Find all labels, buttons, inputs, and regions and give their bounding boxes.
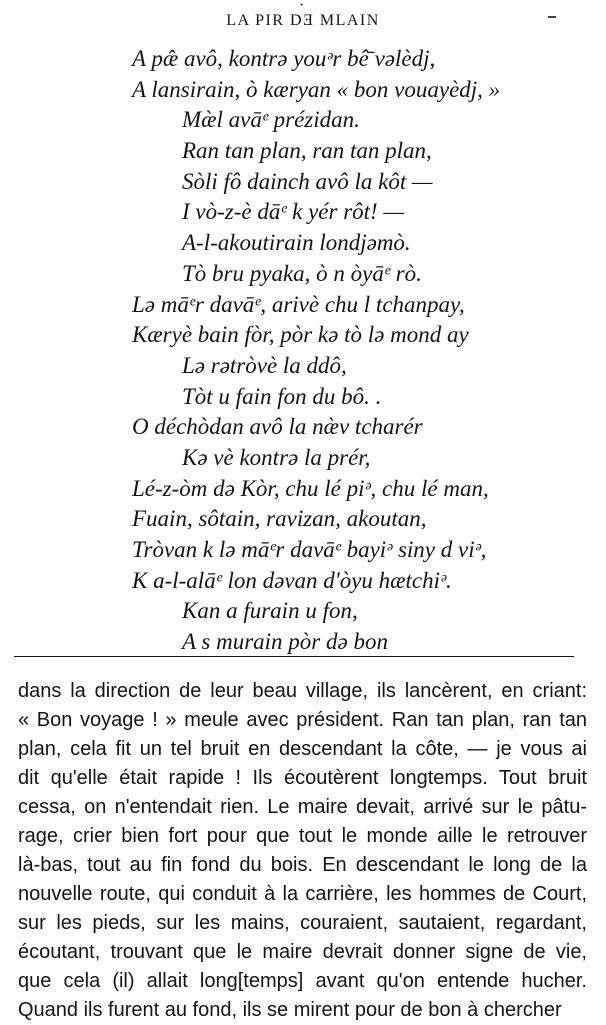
section-divider [14, 656, 574, 657]
poem-stanza [0, 44, 606, 658]
translation-line: là-bas, tout au fin fond du bois. En descendant le long de la [18, 854, 587, 876]
poem-line: A lansirain, ò kæryan « bon vouayèdj, » [132, 76, 501, 102]
poem-line: Lə māᵉr davāᵉ, arivè chu l tchanpay, [132, 291, 465, 317]
poem-line: Fuain, sôtain, ravizan, akoutan, [132, 506, 427, 532]
poem-line: A-l-akoutirain londjəmò. [182, 230, 411, 256]
translation-line: que cela (il) allait long[temps] avant qu'on entende hucher. [18, 970, 587, 992]
poem-line: O déchòdan avô la næ̀v tcharér [132, 414, 423, 440]
translation-line: dit qu'elle était rapide ! Ils écoutèrent longtemps. Tout bruit [18, 767, 587, 789]
poem-line: I vò-z-è dāᵉ k yér rôt! — [182, 199, 404, 225]
translation-line: cessa, on n'entendait rien. Le maire devait, arrivé sur le pâtu- [18, 796, 587, 818]
translation-line: écoutant, trouvant que le maire devrait donner signe de vie, [18, 941, 587, 963]
running-head: LA PIR DƎ MLAIN [226, 12, 380, 29]
translation-line: « Bon voyage ! » meule avec président. Ran tan plan, ran tan [18, 709, 587, 731]
top-mark: · [299, 0, 305, 14]
poem-line: Kan a furain u fon, [182, 598, 358, 624]
translation-line: plan, cela fit un tel bruit en descendant la côte, — je vous ai [18, 738, 587, 760]
translation-paragraph [18, 677, 587, 1025]
translation-line: dans la direction de leur beau village, ils lancèrent, en criant: [18, 680, 587, 702]
poem-line: Tò bru pyaka, ò n òyāᵉ rò. [182, 260, 422, 286]
poem-line: K a-l-alāᵉ lon dəvan d'òyu hætchiᵊ. [132, 567, 452, 593]
poem-line: Mæ̀l avāᵉ prézidan. [182, 107, 360, 133]
translation-line: rage, crier bien fort pour que tout le monde aille le retrouver [18, 825, 587, 847]
poem-line: Lə rətròvè la ddô, [182, 352, 347, 378]
poem-line: Sòli fô dainch avô la kôt — [182, 168, 433, 194]
translation-line: Quand ils furent au fond, ils se mirent pour de bon à chercher [18, 999, 562, 1021]
translation-line: nouvelle route, qui conduit à la carrière, les hommes de Court, [18, 883, 587, 905]
poem-line: A s murain pòr də bon [182, 629, 388, 655]
poem-line: Ran tan plan, ran tan plan, [182, 138, 432, 164]
poem-line: Kæryè bain fòr, pòr kə tò lə mond ay [132, 322, 469, 348]
poem-line: A pæ̂ avô, kontrə youᵊr bê̄ vəlèdj, [132, 46, 436, 71]
translation-line: sur les pieds, sur les mains, couraient, sautaient, regardant, [18, 912, 587, 934]
poem-line: Lé-z-òm də Kòr, chu lé piᵊ, chu lé man, [132, 475, 489, 501]
poem-line: Tròvan k lə māᵉr davāᵉ bayiᵊ siny d viᵊ, [132, 537, 487, 562]
poem-line: Tòt u fain fon du bô. . [182, 383, 382, 409]
poem-line: Kə vè kontrə la prér, [182, 444, 371, 470]
